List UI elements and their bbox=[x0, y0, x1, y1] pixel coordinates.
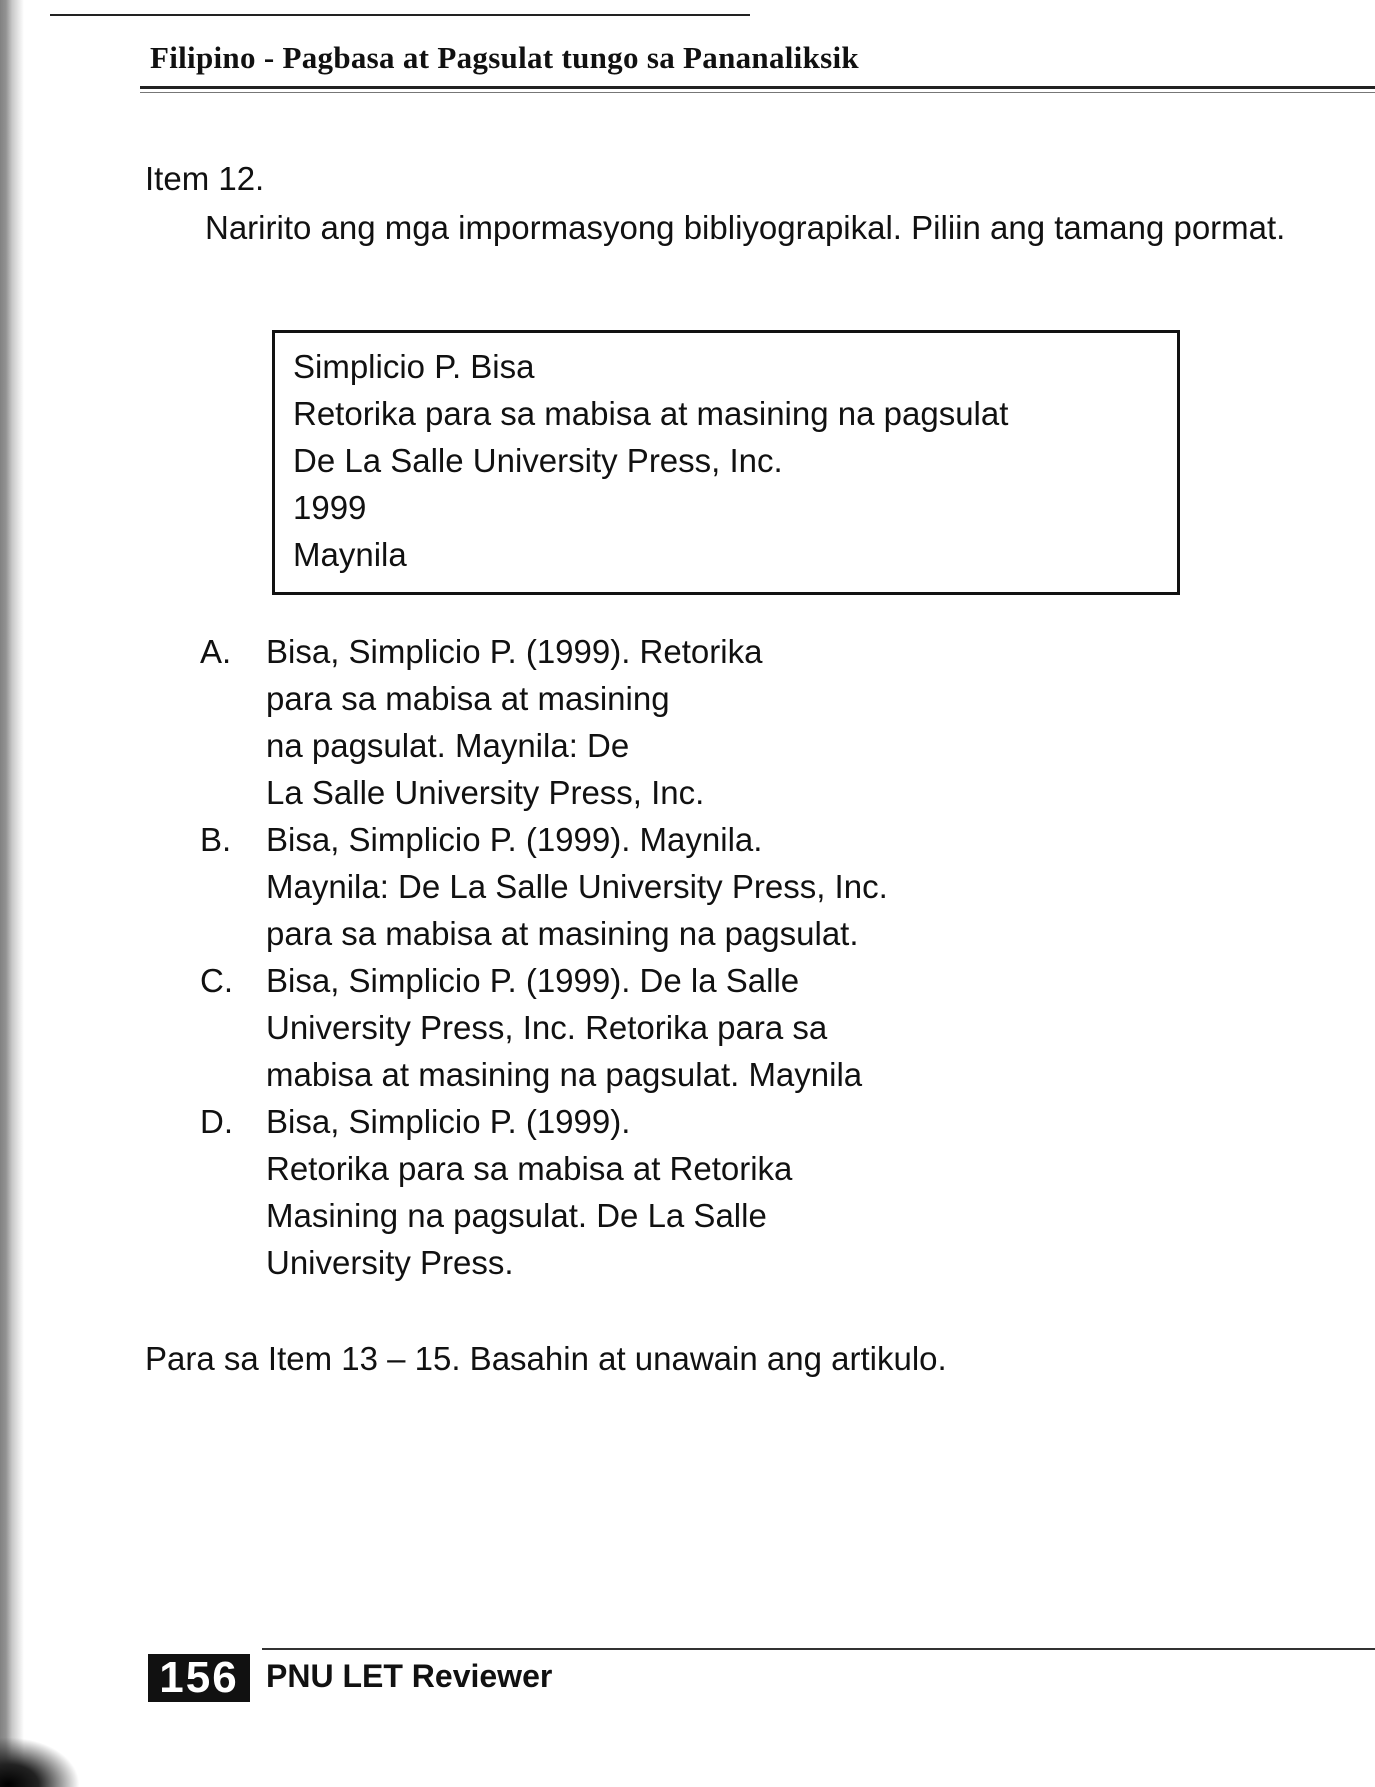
option-text-line: para sa mabisa at masining bbox=[266, 680, 670, 717]
next-items-note: Para sa Item 13 – 15. Basahin at unawain ang artikulo. bbox=[145, 1340, 947, 1377]
option-text-line: Bisa, Simplicio P. (1999). Maynila. bbox=[266, 821, 763, 858]
option-text-line: Maynila: De La Salle University Press, Inc. bbox=[266, 868, 888, 905]
option-b[interactable] bbox=[200, 816, 1100, 957]
header-rule-thin bbox=[140, 92, 1375, 93]
option-text-line: mabisa at masining na pagsulat. Maynila bbox=[266, 1056, 863, 1093]
item-label: Item 12. bbox=[145, 160, 265, 197]
option-letter: C. bbox=[200, 962, 233, 999]
scan-edge-shadow bbox=[0, 0, 26, 1787]
footer-rule bbox=[262, 1648, 1375, 1650]
item-instruction: Naririto ang mga impormasyong bibliyograpikal. Piliin ang tamang pormat. bbox=[205, 209, 1286, 246]
option-text-line: para sa mabisa at masining na pagsulat. bbox=[266, 915, 859, 952]
option-text-line: Bisa, Simplicio P. (1999). bbox=[266, 1103, 631, 1140]
option-c[interactable] bbox=[200, 957, 1100, 1098]
option-text-line: University Press, Inc. Retorika para sa bbox=[266, 1009, 828, 1046]
option-text-line: Bisa, Simplicio P. (1999). Retorika bbox=[266, 633, 763, 670]
option-letter: D. bbox=[200, 1103, 233, 1140]
page-number-badge: 156 bbox=[148, 1654, 250, 1702]
biblio-place: Maynila bbox=[293, 536, 407, 573]
header-rule bbox=[140, 86, 1375, 89]
option-letter: A. bbox=[200, 633, 232, 670]
option-text-line: Bisa, Simplicio P. (1999). De la Salle bbox=[266, 962, 800, 999]
option-d[interactable] bbox=[200, 1098, 1100, 1286]
option-letter: B. bbox=[200, 821, 232, 858]
biblio-author: Simplicio P. Bisa bbox=[293, 348, 535, 385]
running-header: Filipino - Pagbasa at Pagsulat tungo sa Pananaliksik bbox=[150, 40, 859, 75]
option-text-line: La Salle University Press, Inc. bbox=[266, 774, 705, 811]
answer-options bbox=[200, 628, 1100, 1286]
option-a[interactable] bbox=[200, 628, 1100, 816]
option-text-line: University Press. bbox=[266, 1244, 514, 1281]
option-text-line: na pagsulat. Maynila: De bbox=[266, 727, 630, 764]
scan-corner-blot bbox=[0, 1737, 80, 1787]
biblio-title: Retorika para sa mabisa at masining na pagsulat bbox=[293, 395, 1009, 432]
bibliographic-info-box bbox=[272, 330, 1180, 595]
book-title-footer: PNU LET Reviewer bbox=[266, 1658, 553, 1694]
option-text-line: Retorika para sa mabisa at Retorika bbox=[266, 1150, 793, 1187]
biblio-year: 1999 bbox=[293, 489, 367, 526]
option-text-line: Masining na pagsulat. De La Salle bbox=[266, 1197, 767, 1234]
top-rule bbox=[50, 14, 750, 16]
biblio-publisher: De La Salle University Press, Inc. bbox=[293, 442, 783, 479]
